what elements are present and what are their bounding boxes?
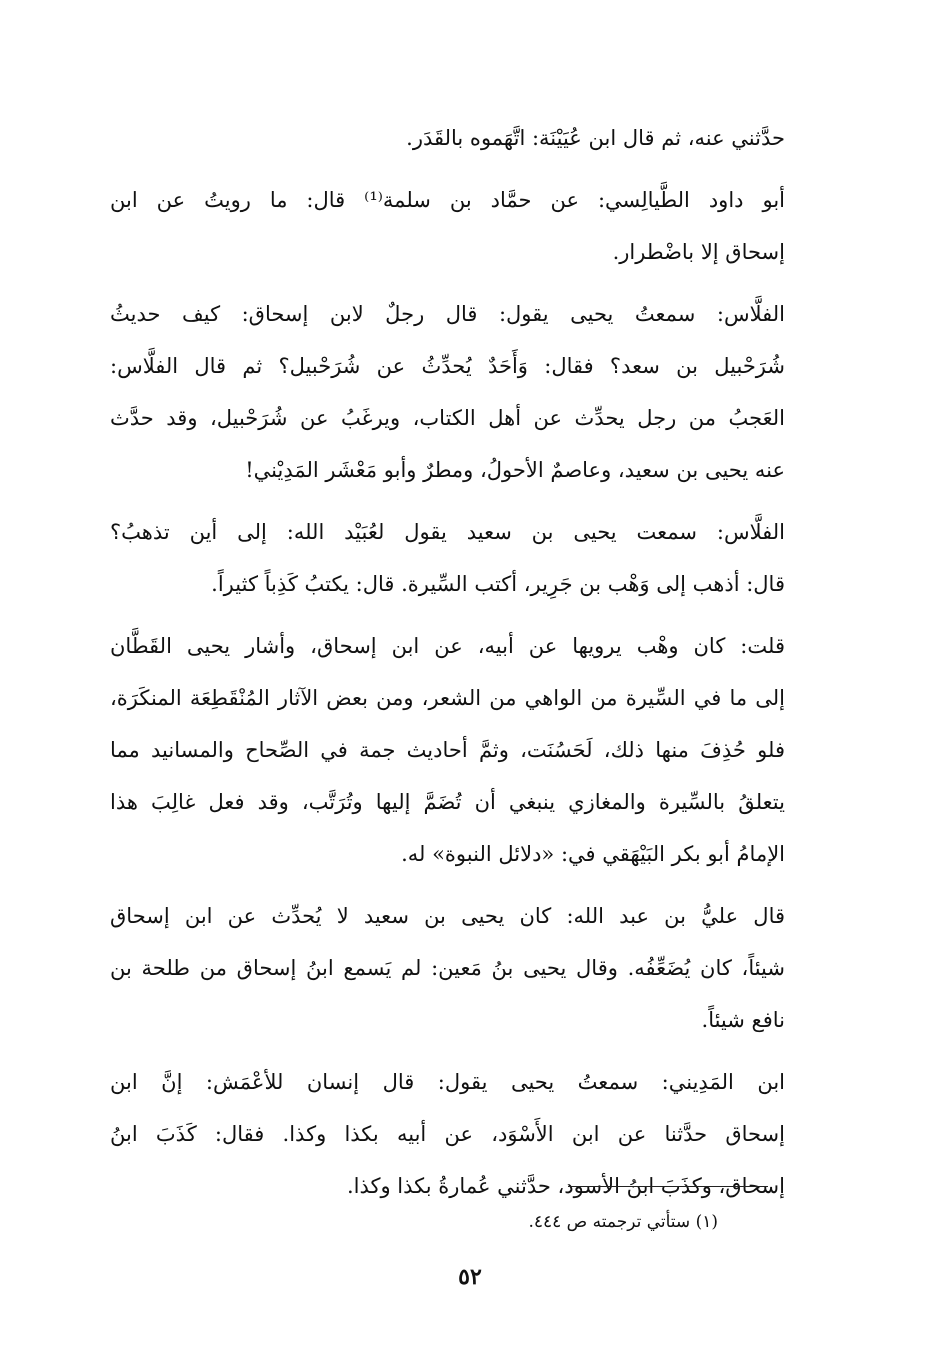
page-number: ٥٢ <box>458 1264 482 1290</box>
text-line: الفلَّاس: سمعت يحيى بن سعيد يقول لعُبَيْد الله: إلى أين تذهبُ؟ <box>110 520 785 544</box>
paragraph-1 <box>110 112 785 164</box>
text-line: الفلَّاس: سمعتُ يحيى يقول: قال رجلٌ لابن إسحاق: كيف حديثُ <box>110 302 785 326</box>
text-line: قلت: كان وهْب يرويها عن أبيه، عن ابن إسحاق، وأشار يحيى القَطَّان <box>110 634 785 658</box>
paragraph-3 <box>110 288 785 496</box>
text-line: فلو حُذِفَ منها ذلك، لَحَسُنَت، وثمَّ أحاديث جمة في الصِّحاح والمسانيد مما <box>110 738 785 762</box>
paragraph-5 <box>110 620 785 880</box>
text-line: يتعلقُ بالسِّيرة والمغازي ينبغي أن تُضَمَّ إليها وتُرَتَّب، وقد فعل غالِبَ هذا <box>110 790 785 814</box>
text-line: عنه يحيى بن سعيد، وعاصمٌ الأحولُ، ومطرٌ وأبو مَعْشَر المَدِيْني! <box>245 458 785 482</box>
text-line: إسحاق حدَّثنا عن ابن الأَسْوَد، عن أبيه بكذا وكذا. فقال: كَذَبَ ابنُ <box>110 1122 785 1146</box>
paragraph-4 <box>110 506 785 610</box>
text-line: الإمامُ أبو بكر البَيْهَقي في: «دلائل النبوة» له. <box>401 842 785 866</box>
text-line: شيئاً، كان يُضَعِّفُه. وقال يحيى بنُ مَعين: لم يَسمع ابنُ إسحاق من طلحة بن <box>110 956 785 980</box>
text-line: قال عليُّ بن عبد الله: كان يحيى بن سعيد لا يُحدِّث عن ابن إسحاق <box>110 904 785 928</box>
text-line: حدَّثني عنه، ثم قال ابن عُيَيْنَة: اتَّهَموه بالقَدَر. <box>406 126 785 150</box>
text-line: قال: أذهب إلى وَهْب بن جَرِير، أكتب السِّيرة. قال: يكتبُ كَذِباً كثيراً. <box>211 572 785 596</box>
text-line: ابن المَدِيني: سمعتُ يحيى يقول: قال إنسان للأعْمَش: إنَّ ابن <box>110 1070 785 1094</box>
footnote: (١) ستأتي ترجمته ص ٤٤٤. <box>528 1212 718 1232</box>
paragraph-2 <box>110 174 785 278</box>
paragraph-7 <box>110 1056 785 1212</box>
footnote-divider <box>568 1186 768 1187</box>
page-body <box>110 112 785 1222</box>
text-line: أبو داود الطَّيالِسي: عن حمَّاد بن سلمة⁽¹⁾ قال: ما رويتُ عن ابن <box>110 188 785 212</box>
text-line: إسحاق، وكذَبَ ابنُ الأسود، حدَّثني عُمارةُ بكذا وكذا. <box>346 1174 785 1198</box>
text-line: إسحاق إلا باضْطرار. <box>612 240 785 264</box>
text-line: إلى ما في السِّيرة من الواهي من الشعر، ومن بعض الآثار المُنْقَطِعَة المنكَرَة، <box>110 686 785 710</box>
paragraph-6 <box>110 890 785 1046</box>
text-line: العَجبُ من رجل يحدِّث عن أهل الكتاب، ويرغَبُ عن شُرَحْبيل، وقد حدَّث <box>110 406 785 430</box>
text-line: شُرَحْبيل بن سعد؟ فقال: وَأَحَدٌ يُحدِّثُ عن شُرَحْبيل؟ ثم قال الفلَّاس: <box>110 354 785 378</box>
text-line: نافع شيئاً. <box>701 1008 785 1032</box>
